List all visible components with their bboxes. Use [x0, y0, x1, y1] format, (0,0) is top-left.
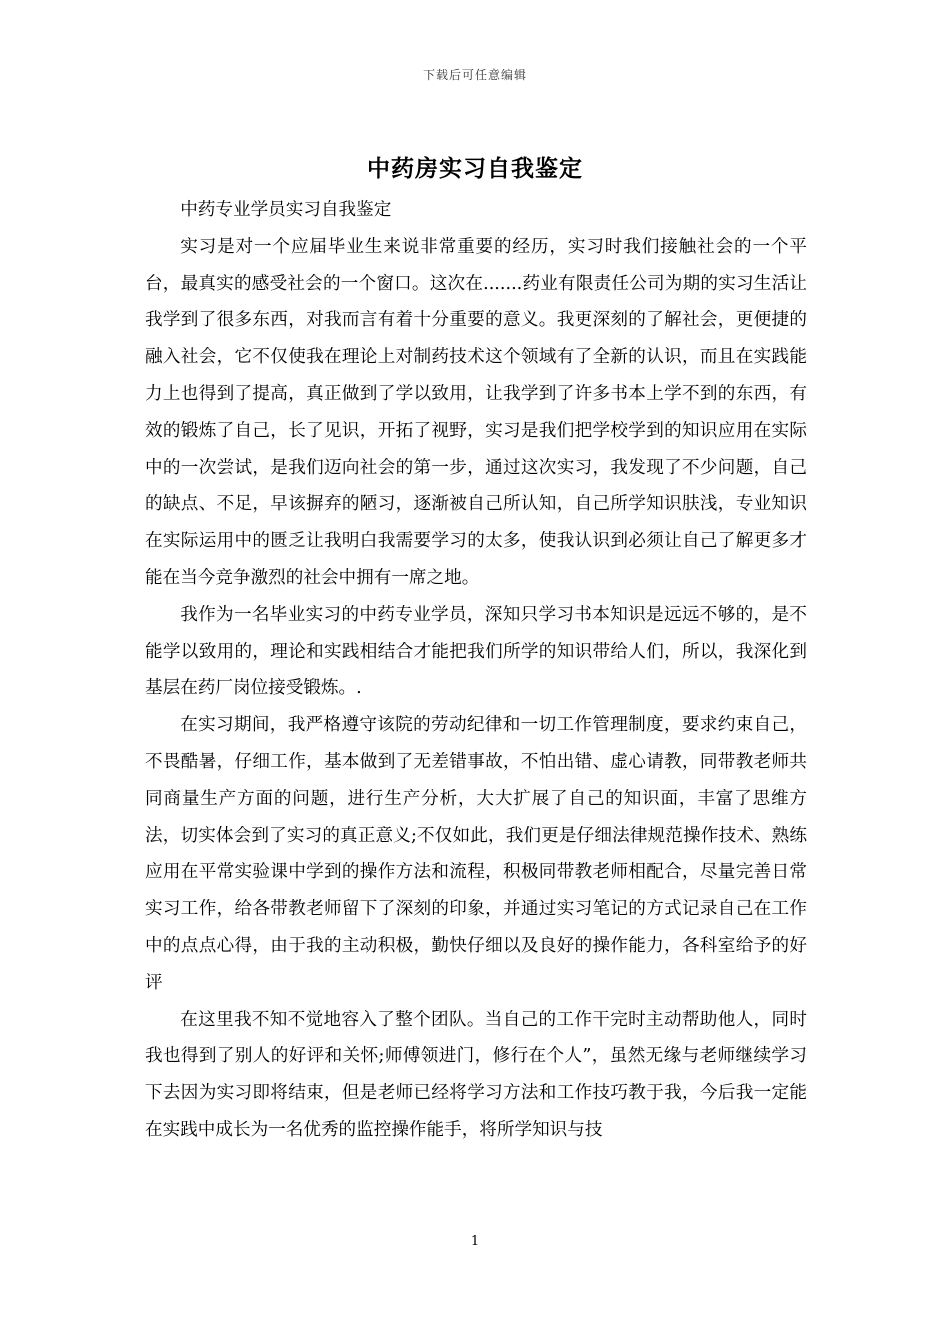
document-title: 中药房实习自我鉴定	[367, 155, 583, 182]
page-number: 1	[470, 1234, 480, 1249]
paragraph-4: 在这里我不知不觉地容入了整个团队。当自己的工作干完时主动帮助他人，同时我也得到了别人的好评和关怀;师傅领进门，修行在个人”，虽然无缘与老师继续学习下去因为实习即将结束，但是老师已经将学习方法和工作技巧教于我，今后我一定能在实践中成长为一名优秀的监控操作能手，将所学知识与技	[145, 1009, 807, 1140]
document-subtitle: 中药专业学员实习自我鉴定	[180, 200, 392, 220]
header-note: 下载后可任意编辑	[422, 68, 527, 82]
document-body	[145, 192, 807, 1149]
paragraph-1: 实习是对一个应届毕业生来说非常重要的经历，实习时我们接触社会的一个平台，最真实的感受社会的一个窗口。这次在.......药业有限责任公司为期的实习生活让我学到了很多东西，对我而言有着十分重要的意义。我更深刻的了解社会，更便捷的融入社会，它不仅使我在理论上对制药技术这个领域有了全新的认识，而且在实践能力上也得到了提高，真正做到了学以致用，让我学到了许多书本上学不到的东西，有效的锻炼了自己，长了见识，开拓了视野，实习是我们把学校学到的知识应用在实际中的一次尝试，是我们迈向社会的第一步，通过这次实习，我发现了不少问题，自己的缺点、不足，早该摒弃的陋习，逐渐被自己所认知，自己所学知识肤浅，专业知识在实际运用中的匮乏让我明白我需要学习的太多，使我认识到必须让自己了解更多才能在当今竞争激烈的社会中拥有一席之地。	[145, 236, 807, 588]
paragraph-2: 我作为一名毕业实习的中药专业学员，深知只学习书本知识是远远不够的，是不能学以致用的，理论和实践相结合才能把我们所学的知识带给人们，所以，我深化到基层在药厂岗位接受锻炼。.	[145, 604, 807, 699]
paragraph-3: 在实习期间，我严格遵守该院的劳动纪律和一切工作管理制度，要求约束自己，不畏酷暑，仔细工作，基本做到了无差错事故，不怕出错、虚心请教，同带教老师共同商量生产方面的问题，进行生产分析，大大扩展了自己的知识面，丰富了思维方法，切实体会到了实习的真正意义;不仅如此，我们更是仔细法律规范操作技术、熟练应用在平常实验课中学到的操作方法和流程，积极同带教老师相配合，尽量完善日常实习工作，给各带教老师留下了深刻的印象，并通过实习笔记的方式记录自己在工作中的点点心得，由于我的主动积极，勤快仔细以及良好的操作能力，各科室给予的好评	[145, 715, 807, 993]
